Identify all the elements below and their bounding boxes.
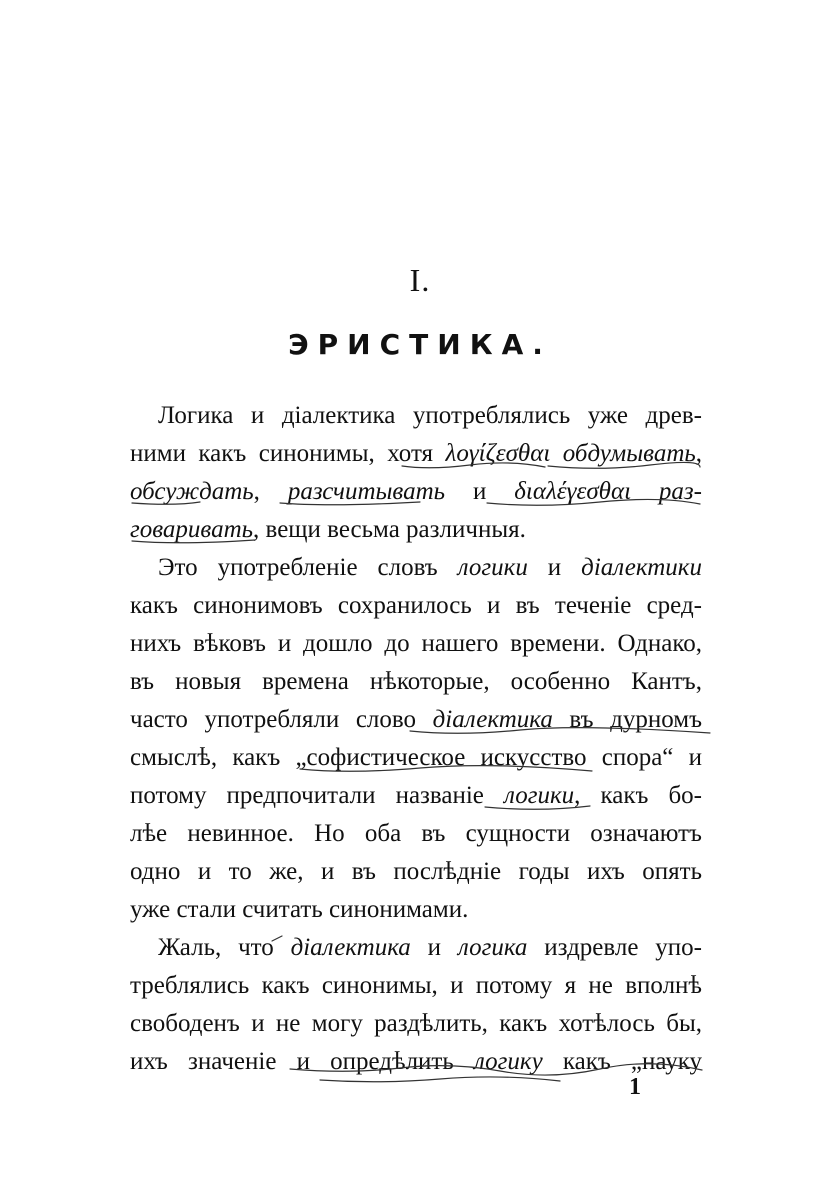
text-line xyxy=(130,738,702,778)
text-line xyxy=(130,510,702,550)
text-run: Логика и діалектика употреблялись уже древ- xyxy=(158,402,702,429)
text-line xyxy=(130,890,702,930)
text-run: какъ „науку xyxy=(542,1048,703,1075)
text-run: ихъ значеніе и опредѣлить xyxy=(130,1048,474,1075)
chapter-title: ЭРИСТИКА. xyxy=(288,328,552,361)
text-run: Это употребленіе словъ xyxy=(158,554,458,581)
chapter-number: I. xyxy=(409,262,431,298)
text-line xyxy=(130,776,702,816)
italic-term: діалектики xyxy=(581,554,702,581)
text-line xyxy=(158,396,702,436)
text-line xyxy=(130,662,702,702)
text-line xyxy=(130,700,702,740)
text-run: часто употребляли слово xyxy=(130,706,433,733)
text-line xyxy=(158,928,702,968)
text-line xyxy=(130,434,702,474)
text-run: одно и то же, и въ послѣдніе годы ихъ опять xyxy=(130,858,702,885)
text-run: и xyxy=(445,478,515,505)
text-line xyxy=(158,548,702,588)
italic-term: обсуждать xyxy=(130,478,254,505)
text-line xyxy=(130,472,702,512)
text-line xyxy=(130,586,702,626)
text-run: смыслѣ, какъ „софистическое искусство спора“ и xyxy=(130,744,702,771)
text-run: треблялись какъ синонимы, и потому я не вполнѣ xyxy=(130,972,702,999)
text-run: потому предпочитали названіе xyxy=(130,782,504,809)
text-line xyxy=(130,1042,702,1082)
text-run: лѣе невинное. Но оба въ сущности означаютъ xyxy=(130,820,702,847)
text-run: и xyxy=(527,554,582,581)
page-number: 1 xyxy=(629,1074,641,1100)
text-run: и xyxy=(410,934,458,961)
italic-term: λογίζεσθαι обдумывать xyxy=(445,440,696,467)
text-run: , вещи весьма различныя. xyxy=(253,516,526,543)
text-run: какъ синонимовъ сохранилось и въ теченіе сред- xyxy=(130,592,702,619)
text-run: издревле упо- xyxy=(527,934,702,961)
text-line xyxy=(130,624,702,664)
italic-term: διαλέγεσθαι раз- xyxy=(514,478,703,505)
italic-term: діалектика xyxy=(290,934,411,961)
text-run: Жаль, что xyxy=(158,934,291,961)
text-run: , xyxy=(695,440,703,467)
text-line xyxy=(130,1004,702,1044)
text-run: въ новыя времена нѣкоторые, особенно Кантъ, xyxy=(130,668,702,695)
text-line xyxy=(130,852,702,892)
text-run: въ дурномъ xyxy=(552,706,702,733)
italic-term: говаривать xyxy=(130,516,254,543)
italic-term: логику xyxy=(473,1048,543,1075)
italic-term: діалектика xyxy=(432,706,553,733)
text-run: нихъ вѣковъ и дошло до нашего времени. Однако, xyxy=(130,630,702,657)
text-run: ними какъ синонимы, хотя xyxy=(130,440,446,467)
text-line xyxy=(130,814,702,854)
text-run: , какъ бо- xyxy=(574,782,702,809)
italic-term: логики xyxy=(503,782,575,809)
italic-term: разсчитывать xyxy=(287,478,446,505)
italic-term: логика xyxy=(457,934,528,961)
text-run: уже стали считать синонимами. xyxy=(130,896,469,923)
text-run: , xyxy=(253,478,288,505)
italic-term: логики xyxy=(457,554,528,581)
text-line xyxy=(130,966,702,1006)
text-run: свободенъ и не могу раздѣлить, какъ хотѣлось бы, xyxy=(130,1010,702,1037)
